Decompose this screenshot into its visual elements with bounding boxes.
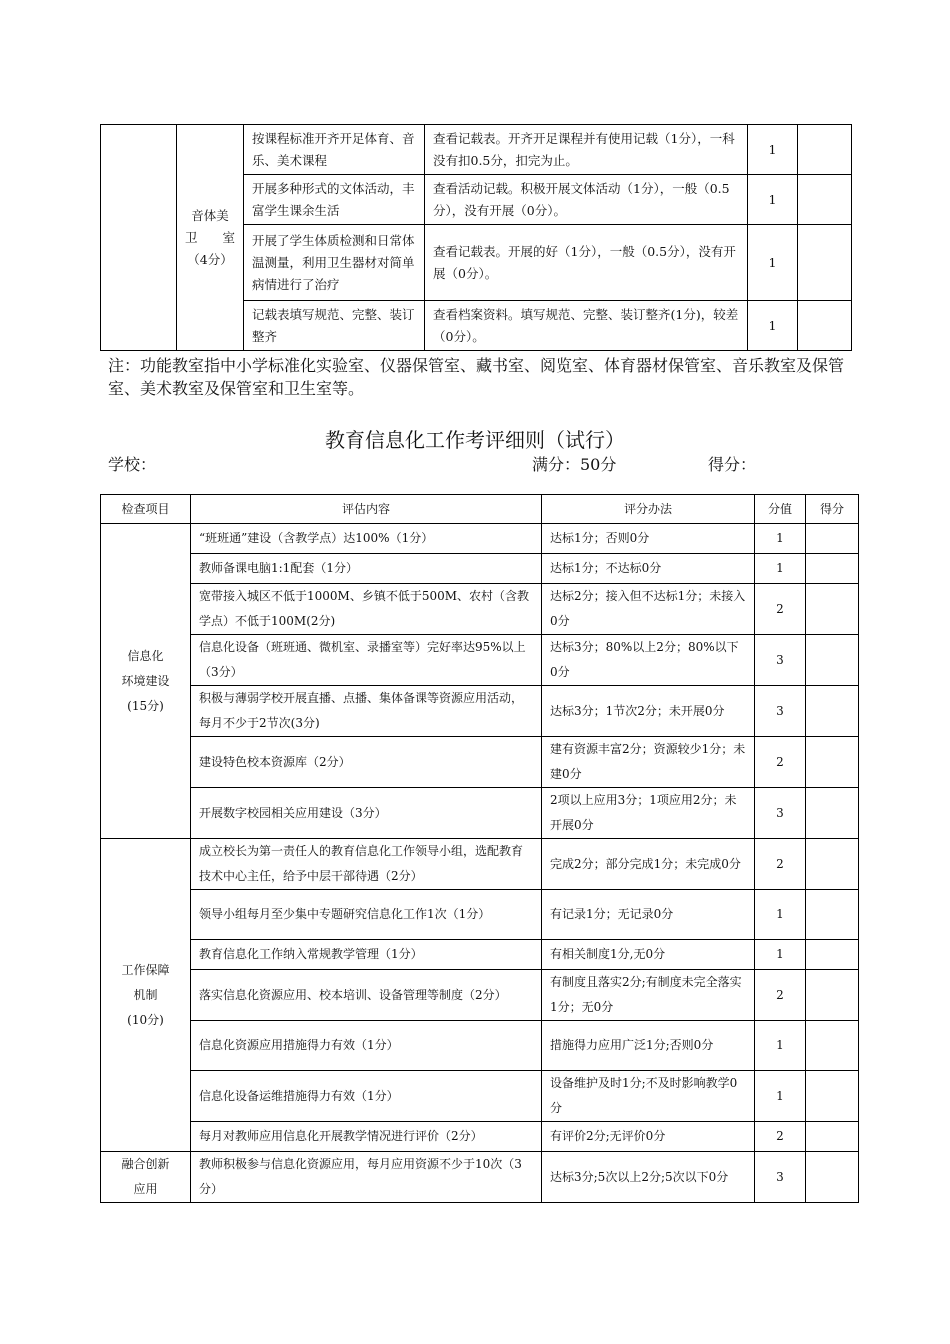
- table-row: [101, 788, 859, 839]
- method-cell: 2项以上应用3分；1项应用2分；未开展0分: [542, 788, 755, 839]
- method-cell: 有评价2分;无评价0分: [542, 1122, 755, 1152]
- got-cell: [806, 1071, 859, 1122]
- content-cell: “班班通”建设（含教学点）达100%（1分）: [191, 524, 542, 554]
- score-cell: 2: [755, 839, 806, 890]
- got-cell: [806, 584, 859, 635]
- got-cell: [806, 635, 859, 686]
- evaluation-table: [100, 494, 859, 1203]
- table-header-row: [101, 495, 859, 524]
- method-cell: 查看记载表。开齐开足课程并有使用记载（1分），一科没有扣0.5分，扣完为止。: [425, 125, 748, 175]
- score-cell: 3: [755, 788, 806, 839]
- score-cell: 2: [755, 584, 806, 635]
- got-cell: [806, 554, 859, 584]
- score-cell: 2: [755, 1122, 806, 1152]
- content-cell: 开展多种形式的文体活动，丰富学生课余生活: [244, 175, 425, 225]
- score-cell: 3: [755, 686, 806, 737]
- score-cell: 1: [748, 225, 798, 301]
- got-cell: [806, 839, 859, 890]
- method-cell: 有相关制度1分,无0分: [542, 940, 755, 970]
- score-cell: 1: [748, 301, 798, 351]
- category-cell: 音体美 卫 室 （4分）: [177, 125, 244, 351]
- content-cell: 按课程标准开齐开足体育、音乐、美术课程: [244, 125, 425, 175]
- method-cell: 有记录1分；无记录0分: [542, 890, 755, 940]
- table-row: [101, 890, 859, 940]
- header-cell: 分值: [755, 495, 806, 524]
- method-cell: 达标3分；80%以上2分；80%以下0分: [542, 635, 755, 686]
- category-cell: 工作保障 机制 (10分): [101, 839, 191, 1152]
- score-cell: 1: [748, 175, 798, 225]
- header-cell: 评分办法: [542, 495, 755, 524]
- table-row: [101, 1021, 859, 1071]
- table-row: [101, 524, 859, 554]
- top-score-table: [100, 124, 852, 351]
- method-cell: 措施得力应用广泛1分;否则0分: [542, 1021, 755, 1071]
- got-cell: [806, 1021, 859, 1071]
- got-score-label: 得分：: [708, 455, 757, 474]
- score-cell: 1: [755, 554, 806, 584]
- content-cell: 领导小组每月至少集中专题研究信息化工作1次（1分）: [191, 890, 542, 940]
- content-cell: 宽带接入城区不低于1000M、乡镇不低于500M、农村（含教学点）不低于100M(2分): [191, 584, 542, 635]
- got-cell: [798, 301, 852, 351]
- got-cell: [806, 686, 859, 737]
- method-cell: 查看记载表。开展的好（1分），一般（0.5分），没有开展（0分）。: [425, 225, 748, 301]
- score-cell: 1: [755, 1021, 806, 1071]
- method-cell: 达标3分；1节次2分；未开展0分: [542, 686, 755, 737]
- method-cell: 达标3分;5次以上2分;5次以下0分: [542, 1152, 755, 1203]
- content-cell: 教师备课电脑1:1配套（1分）: [191, 554, 542, 584]
- header-cell: 评估内容: [191, 495, 542, 524]
- got-cell: [806, 524, 859, 554]
- score-cell: 1: [755, 1071, 806, 1122]
- method-cell: 达标1分；不达标0分: [542, 554, 755, 584]
- score-cell: 1: [755, 940, 806, 970]
- got-cell: [798, 225, 852, 301]
- score-cell: 1: [755, 890, 806, 940]
- content-cell: 信息化设备（班班通、微机室、录播室等）完好率达95%以上（3分）: [191, 635, 542, 686]
- footnote: 注：功能教室指中小学标准化实验室、仪器保管室、藏书室、阅览室、体育器材保管室、音乐教室及保管室、美术教室及保管室和卫生室等。: [108, 356, 845, 398]
- content-cell: 每月对教师应用信息化开展教学情况进行评价（2分）: [191, 1122, 542, 1152]
- method-cell: 达标1分；否则0分: [542, 524, 755, 554]
- table-row: [101, 584, 859, 635]
- method-cell: 查看档案资料。填写规范、完整、装订整齐(1分)，较差（0分）。: [425, 301, 748, 351]
- got-cell: [806, 1122, 859, 1152]
- category-cell: 信息化 环境建设 (15分): [101, 524, 191, 839]
- table-row: [101, 686, 859, 737]
- category-cell: 融合创新 应用: [101, 1152, 191, 1203]
- score-cell: 3: [755, 1152, 806, 1203]
- content-cell: 积极与薄弱学校开展直播、点播、集体备课等资源应用活动，每月不少于2节次(3分): [191, 686, 542, 737]
- score-cell: 2: [755, 970, 806, 1021]
- score-cell: 3: [755, 635, 806, 686]
- got-cell: [806, 1152, 859, 1203]
- score-cell: 1: [755, 524, 806, 554]
- content-cell: 教师积极参与信息化资源应用，每月应用资源不少于10次（3分）: [191, 1152, 542, 1203]
- content-cell: 开展了学生体质检测和日常体温测量，利用卫生器材对简单病情进行了治疗: [244, 225, 425, 301]
- table-row: [101, 940, 859, 970]
- method-cell: 建有资源丰富2分；资源较少1分；未建0分: [542, 737, 755, 788]
- table-row: [101, 970, 859, 1021]
- page-title: 教育信息化工作考评细则（试行）: [325, 428, 625, 452]
- score-cell: 1: [748, 125, 798, 175]
- method-cell: 设备维护及时1分;不及时影响教学0分: [542, 1071, 755, 1122]
- content-cell: 教育信息化工作纳入常规教学管理（1分）: [191, 940, 542, 970]
- table-row: [101, 1152, 859, 1203]
- got-cell: [806, 940, 859, 970]
- full-score-label: 满分：50分: [532, 455, 617, 474]
- content-cell: 信息化资源应用措施得力有效（1分）: [191, 1021, 542, 1071]
- content-cell: 信息化设备运维措施得力有效（1分）: [191, 1071, 542, 1122]
- got-cell: [806, 970, 859, 1021]
- table-row: [101, 1122, 859, 1152]
- table-row: [101, 1071, 859, 1122]
- got-cell: [806, 890, 859, 940]
- got-cell: [798, 125, 852, 175]
- method-cell: 达标2分；接入但不达标1分；未接入0分: [542, 584, 755, 635]
- blank-cell: [101, 125, 177, 351]
- table-row: [101, 554, 859, 584]
- got-cell: [798, 175, 852, 225]
- content-cell: 记载表填写规范、完整、装订整齐: [244, 301, 425, 351]
- table-row: [101, 635, 859, 686]
- table-row: [101, 737, 859, 788]
- content-cell: 开展数字校园相关应用建设（3分）: [191, 788, 542, 839]
- method-cell: 查看活动记载。积极开展文体活动（1分），一般（0.5分），没有开展（0分）。: [425, 175, 748, 225]
- method-cell: 完成2分；部分完成1分；未完成0分: [542, 839, 755, 890]
- table-row: [101, 839, 859, 890]
- got-cell: [806, 788, 859, 839]
- method-cell: 有制度且落实2分;有制度未完全落实1分；无0分: [542, 970, 755, 1021]
- school-label: 学校：: [108, 455, 157, 474]
- content-cell: 建设特色校本资源库（2分）: [191, 737, 542, 788]
- header-cell: 检查项目: [101, 495, 191, 524]
- header-cell: 得分: [806, 495, 859, 524]
- score-cell: 2: [755, 737, 806, 788]
- got-cell: [806, 737, 859, 788]
- content-cell: 落实信息化资源应用、校本培训、设备管理等制度（2分）: [191, 970, 542, 1021]
- content-cell: 成立校长为第一责任人的教育信息化工作领导小组，选配教育技术中心主任，给予中层干部待遇（2分）: [191, 839, 542, 890]
